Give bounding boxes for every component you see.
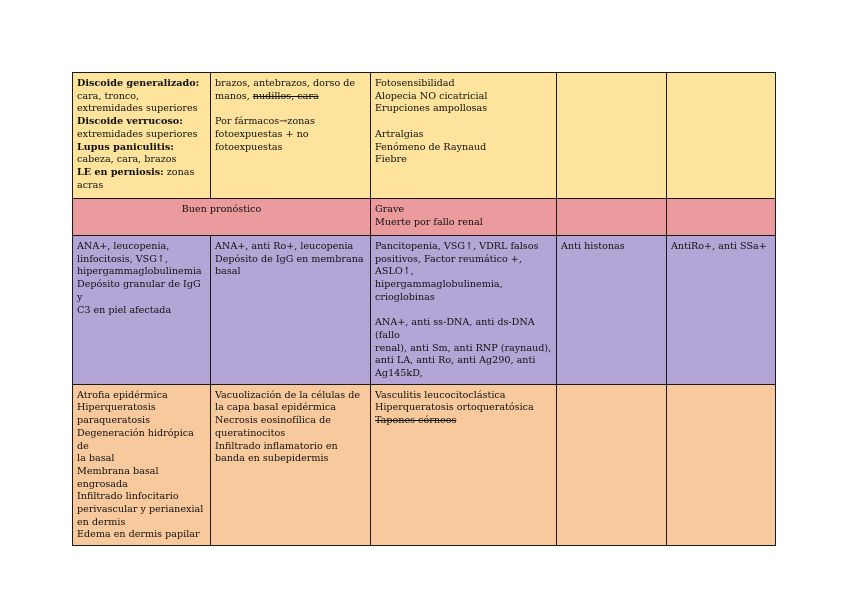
text-line: Muerte por fallo renal — [375, 216, 483, 228]
text-line: Vasculitis leucocitoclástica — [375, 389, 506, 401]
text-line: ANA+, anti Ro+, leucopenia — [215, 241, 354, 252]
text-line: Degeneración hidrópica de — [77, 427, 194, 452]
text-line: Hiperqueratosis — [77, 402, 156, 414]
table-row-laboratory — [73, 236, 776, 385]
text-line: la capa basal epidérmica — [215, 402, 337, 414]
text-line: engrosada — [77, 478, 128, 490]
table-row-histology — [73, 384, 776, 545]
cell-cutaneous-col2 — [211, 73, 371, 199]
text-line: Fiebre — [375, 154, 407, 166]
text-line: Ag145kD, — [375, 368, 423, 380]
text-line: fotoexpuestas — [215, 141, 283, 153]
text-line: positivos, Factor reumático +, ASLO↑, — [375, 253, 522, 278]
table-row-prognosis — [73, 199, 776, 236]
cell-prognosis-col4 — [557, 199, 667, 236]
text-line: fotoexpuestas + no — [215, 128, 309, 140]
strikethrough-text: nudillos, cara — [252, 90, 319, 102]
cell-lab-col3 — [371, 236, 557, 385]
text-line: ANA+, anti ss-DNA, anti ds-DNA (fallo — [375, 317, 535, 341]
text-line: Infiltrado linfocitario — [77, 491, 179, 503]
cell-prognosis-col5 — [667, 199, 776, 236]
text-line: Edema en dermis papilar — [77, 529, 200, 541]
text-line: Atrofia epidérmica — [77, 389, 168, 401]
text-line: anti LA, anti Ro, anti Ag290, anti — [375, 355, 536, 367]
text-line: hipergammaglobulinemia, — [375, 279, 503, 291]
text-line: ANA+, leucopenia, — [77, 241, 170, 252]
text-line: Depósito de IgG en membrana — [215, 253, 364, 265]
text-line: Erupciones ampollosas — [375, 103, 488, 115]
text-line: C3 en piel afectada — [77, 304, 172, 316]
text-line: en dermis — [77, 516, 126, 528]
text-line: crioglobinas — [375, 291, 435, 303]
text-line: Membrana basal — [77, 465, 159, 477]
table-row-cutaneous — [73, 73, 776, 199]
cell-prognosis-merged: Buen pronóstico — [73, 199, 371, 236]
text-line: Grave — [375, 204, 405, 215]
text-line: banda en subepidermis — [215, 453, 329, 465]
subtype-text: extremidades superiores — [77, 128, 198, 140]
lupus-comparison-table — [72, 72, 776, 546]
subtype-label: Discoide generalizado: — [77, 78, 200, 89]
cell-histo-col2 — [211, 384, 371, 545]
text-line: basal — [215, 266, 241, 278]
subtype-label: Lupus paniculitis: — [77, 141, 174, 153]
cell-cutaneous-col3 — [371, 73, 557, 199]
text-line: Depósito granular de IgG y — [77, 279, 201, 303]
subtype-label: LE en perniosis: — [77, 166, 164, 178]
cell-prognosis-col3 — [371, 199, 557, 236]
text-line: Fenómeno de Raynaud — [375, 141, 487, 153]
text-line: Necrosis eosinofílica de — [215, 415, 331, 427]
text-line: Artralgias — [375, 128, 424, 140]
subtype-text: zonas acras — [77, 166, 195, 191]
subtype-label: Discoide verrucoso: — [77, 116, 183, 128]
cell-cutaneous-col4 — [557, 73, 667, 199]
text-line: perivascular y perianexial — [77, 504, 204, 516]
cell-histo-col5 — [667, 384, 776, 545]
cell-histo-col3 — [371, 384, 557, 545]
cell-lab-col1 — [73, 236, 211, 385]
text-line: Por fármacos→zonas — [215, 116, 315, 128]
cell-cutaneous-col5 — [667, 73, 776, 199]
cell-lab-col4: Anti histonas — [557, 236, 667, 385]
text-line: Alopecia NO cicatricial — [375, 90, 488, 102]
text-line: Fotosensibilidad — [375, 78, 455, 89]
strikethrough-text: Tapones córneos — [375, 415, 457, 427]
text-line: brazos, antebrazos, dorso de — [215, 78, 356, 89]
text-line: Vacuolización de la células de — [215, 389, 361, 401]
text-line: hipergammaglobulinemia — [77, 266, 202, 278]
subtype-text: cara, tronco, extremidades superiores — [77, 90, 198, 115]
text-line: renal), anti Sm, anti RNP (raynaud), — [375, 342, 552, 354]
text-line: queratinocitos — [215, 427, 286, 439]
text-line: paraqueratosis — [77, 415, 151, 427]
cell-histo-col1 — [73, 384, 211, 545]
text-line: linfocitosis, VSG↑, — [77, 253, 168, 265]
cell-histo-col4 — [557, 384, 667, 545]
text-line: la basal — [77, 453, 115, 465]
text-line: manos, — [215, 90, 253, 102]
cell-cutaneous-col1 — [73, 73, 211, 199]
text-line: Hiperqueratosis ortoqueratósica — [375, 402, 534, 414]
cell-lab-col5: AntiRo+, anti SSa+ — [667, 236, 776, 385]
text-line: Infiltrado inflamatorio en — [215, 440, 338, 452]
text-line: Pancitopenia, VSG↑, VDRL falsos — [375, 241, 539, 252]
cell-lab-col2 — [211, 236, 371, 385]
subtype-text: cabeza, cara, brazos — [77, 154, 177, 166]
